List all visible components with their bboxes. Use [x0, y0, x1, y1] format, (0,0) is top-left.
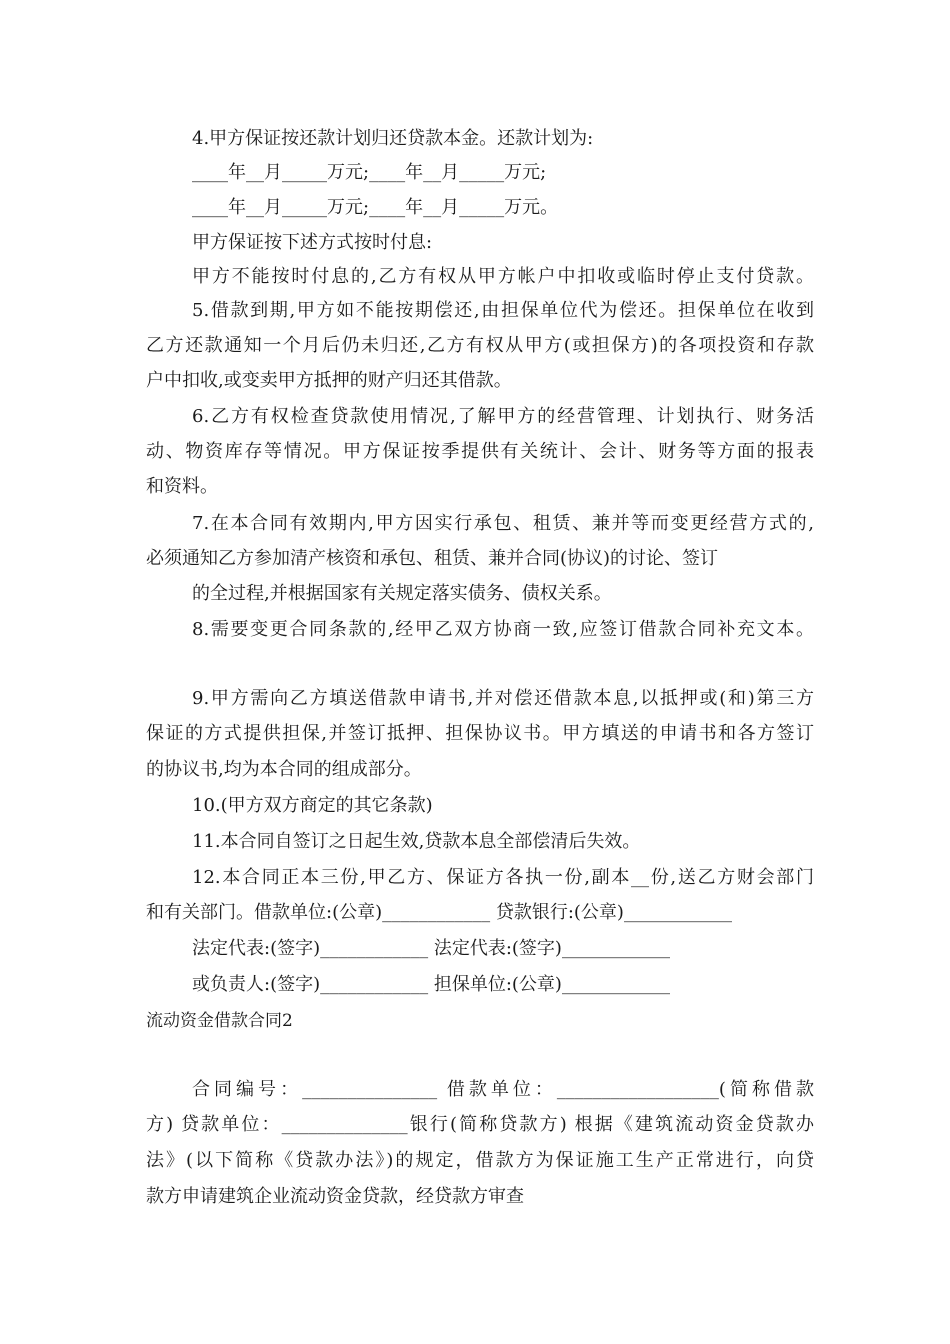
- clause-10-text: 10.(甲方双方商定的其它条款): [192, 795, 433, 816]
- clause-6-text: 动、物资库存等情况。甲方保证按季提供有关统计、会计、财务等方面的报表: [146, 441, 814, 462]
- clause-5-text: 乙方还款通知一个月后仍未归还,乙方有权从甲方(或担保方)的各项投资和存款: [146, 335, 814, 356]
- interest-default-text: 甲方不能按时付息的,乙方有权从甲方帐户中扣收或临时停止支付贷款。: [192, 266, 814, 287]
- clause-9-text: 9.甲方需向乙方填送借款申请书,并对偿还借款本息,以抵押或(和)第三方: [192, 688, 814, 709]
- clause-11-text: 11.本合同自签订之日起生效,贷款本息全部偿清后失效。: [192, 831, 641, 852]
- repayment-schedule-line: ____年__月_____万元;____年__月_____万元。: [192, 197, 559, 218]
- signature-line: 法定代表:(签字)____________ 法定代表:(签字)____________: [192, 938, 670, 959]
- signature-line: 或负责人:(签字)____________ 担保单位:(公章)____________: [192, 974, 670, 995]
- clause-7-text: 必须通知乙方参加清产核资和承包、租赁、兼并合同(协议)的讨论、签订: [146, 548, 719, 569]
- clause-5-text: 5.借款到期,甲方如不能按期偿还,由担保单位代为偿还。担保单位在收到: [192, 300, 814, 321]
- contract-intro-text: 合同编号：_______________ 借款单位：__________________(简称借款: [192, 1079, 814, 1100]
- clause-9-text: 的协议书,均为本合同的组成部分。: [146, 759, 422, 780]
- clause-7-text: 7.在本合同有效期内,甲方因实行承包、租赁、兼并等而变更经营方式的,: [192, 513, 814, 534]
- contract-intro-text: 法》(以下简称《贷款办法》)的规定，借款方为保证施工生产正常进行，向贷: [146, 1150, 814, 1171]
- clause-8-text: 8.需要变更合同条款的,经甲乙双方协商一致,应签订借款合同补充文本。: [192, 619, 814, 640]
- clause-4-text: 4.甲方保证按还款计划归还贷款本金。还款计划为:: [192, 128, 594, 149]
- signature-line: 和有关部门。借款单位:(公章)____________ 贷款银行:(公章)____________: [146, 902, 732, 923]
- clause-6-text: 和资料。: [146, 476, 218, 497]
- interest-payment-text: 甲方保证按下述方式按时付息:: [192, 232, 433, 253]
- clause-6-text: 6.乙方有权检查贷款使用情况,了解甲方的经营管理、计划执行、财务活: [192, 406, 814, 427]
- clause-9-text: 保证的方式提供担保,并签订抵押、担保协议书。甲方填送的申请书和各方签订: [146, 723, 814, 744]
- section-title: 流动资金借款合同2: [146, 1011, 293, 1031]
- repayment-schedule-line: ____年__月_____万元;____年__月_____万元;: [192, 162, 547, 183]
- clause-12-text: 12.本合同正本三份,甲乙方、保证方各执一份,副本__份,送乙方财会部门: [192, 867, 814, 888]
- clause-5-text: 户中扣收,或变卖甲方抵押的财产归还其借款。: [146, 370, 512, 391]
- clause-7-text: 的全过程,并根据国家有关规定落实债务、债权关系。: [192, 583, 612, 604]
- contract-intro-text: 方) 贷款单位：______________银行(简称贷款方) 根据《建筑流动资金贷款办: [146, 1114, 814, 1135]
- contract-intro-text: 款方申请建筑企业流动资金贷款，经贷款方审查: [146, 1186, 524, 1207]
